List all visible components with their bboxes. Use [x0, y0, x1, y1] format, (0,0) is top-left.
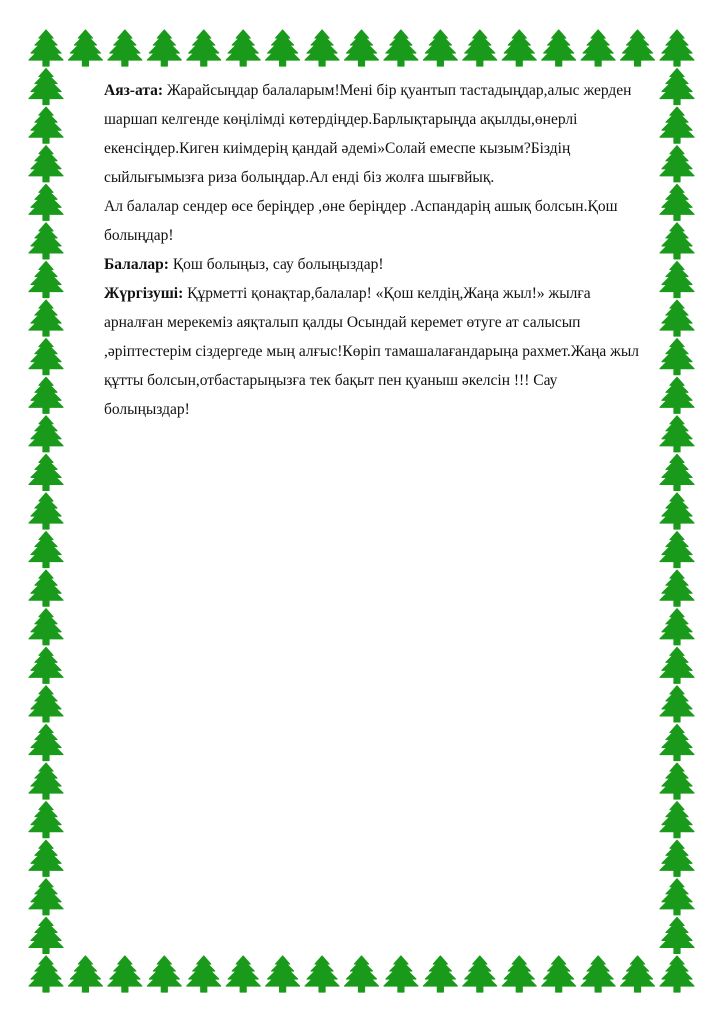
christmas-tree-icon	[29, 262, 63, 298]
christmas-tree-icon	[463, 956, 497, 992]
christmas-tree-icon	[29, 339, 63, 375]
line: ,әріптестерім сіздергеде мың алғыс!Көріп тамашалағандарыңа рахмет.Жаңа жыл	[104, 343, 640, 360]
line: сыйлығымызға риза болыңдар.Ал енді біз жолға шығвйық.	[104, 169, 495, 186]
christmas-tree-icon	[621, 956, 655, 992]
christmas-tree-icon	[226, 956, 260, 992]
christmas-tree-icon	[29, 609, 63, 645]
christmas-tree-icon	[502, 30, 536, 66]
christmas-tree-icon	[29, 69, 63, 105]
christmas-tree-icon	[660, 647, 694, 683]
christmas-tree-icon	[29, 570, 63, 606]
christmas-tree-icon	[108, 956, 142, 992]
christmas-tree-icon	[29, 647, 63, 683]
christmas-tree-icon	[29, 686, 63, 722]
christmas-tree-icon	[305, 956, 339, 992]
christmas-tree-icon	[226, 30, 260, 66]
christmas-tree-icon	[345, 30, 379, 66]
christmas-tree-icon	[423, 30, 457, 66]
christmas-tree-icon	[542, 956, 576, 992]
christmas-tree-icon	[29, 416, 63, 452]
christmas-tree-icon	[187, 956, 221, 992]
paragraph-host	[104, 279, 684, 424]
christmas-tree-icon	[29, 532, 63, 568]
christmas-tree-icon	[502, 956, 536, 992]
christmas-tree-icon	[29, 763, 63, 799]
speaker-label: Жүргізуші:	[104, 285, 184, 302]
paragraph-children	[104, 250, 684, 279]
christmas-tree-icon	[29, 725, 63, 761]
christmas-tree-icon	[345, 956, 379, 992]
speaker-label: Балалар:	[104, 256, 169, 273]
christmas-tree-icon	[660, 802, 694, 838]
christmas-tree-icon	[29, 377, 63, 413]
christmas-tree-icon	[29, 956, 63, 992]
christmas-tree-icon	[68, 956, 102, 992]
line: құтты болсын,отбастарыңызға тек бақыт пен қуаныш әкелсін !!! Сау	[104, 372, 558, 389]
christmas-tree-icon	[542, 30, 576, 66]
christmas-tree-icon	[29, 493, 63, 529]
christmas-tree-icon	[423, 956, 457, 992]
christmas-tree-icon	[660, 609, 694, 645]
line: арналған мерекеміз аяқталып қалды Осындай керемет өтуге ат салысып	[104, 314, 581, 331]
christmas-tree-icon	[581, 30, 615, 66]
christmas-tree-icon	[660, 493, 694, 529]
christmas-tree-icon	[29, 223, 63, 259]
line: Жарайсыңдар балаларым!Мені бір қуантып тастадыңдар,алыс жерден	[166, 82, 632, 99]
christmas-tree-icon	[660, 840, 694, 876]
christmas-tree-icon	[266, 956, 300, 992]
christmas-tree-icon	[29, 454, 63, 490]
christmas-tree-icon	[660, 879, 694, 915]
christmas-tree-icon	[29, 30, 63, 66]
christmas-tree-icon	[660, 917, 694, 953]
christmas-tree-icon	[660, 686, 694, 722]
christmas-tree-icon	[108, 30, 142, 66]
line: Құрметті қонақтар,балалар! «Қош келдің,Жаңа жыл!» жылға	[187, 285, 591, 302]
christmas-tree-icon	[660, 532, 694, 568]
christmas-tree-icon	[384, 956, 418, 992]
line: шаршап келгенде көңілімді көтердіңдер.Барлықтарыңда ақылды,өнерлі	[104, 111, 578, 128]
christmas-tree-icon	[384, 30, 418, 66]
christmas-tree-icon	[463, 30, 497, 66]
line: екенсіңдер.Киген киімдерің қандай әдемі»Солай емеспе кызым?Біздің	[104, 140, 571, 157]
christmas-tree-icon	[660, 725, 694, 761]
christmas-tree-icon	[660, 454, 694, 490]
christmas-tree-icon	[29, 879, 63, 915]
christmas-tree-icon	[660, 956, 694, 992]
christmas-tree-icon	[660, 570, 694, 606]
christmas-tree-icon	[187, 30, 221, 66]
christmas-tree-icon	[68, 30, 102, 66]
christmas-tree-icon	[29, 146, 63, 182]
christmas-tree-icon	[581, 956, 615, 992]
paragraph-farewell	[104, 192, 684, 250]
document-body	[104, 76, 684, 424]
christmas-tree-icon	[29, 840, 63, 876]
christmas-tree-icon	[29, 802, 63, 838]
christmas-tree-icon	[305, 30, 339, 66]
christmas-tree-icon	[29, 184, 63, 220]
line: болыңыздар!	[104, 401, 190, 418]
line: Қош болыңыз, сау болыңыздар!	[172, 256, 384, 273]
christmas-tree-icon	[660, 30, 694, 66]
christmas-tree-icon	[29, 917, 63, 953]
speaker-label: Аяз-ата:	[104, 82, 164, 99]
christmas-tree-icon	[147, 956, 181, 992]
christmas-tree-icon	[29, 107, 63, 143]
christmas-tree-icon	[266, 30, 300, 66]
christmas-tree-icon	[621, 30, 655, 66]
christmas-tree-icon	[29, 300, 63, 336]
christmas-tree-icon	[660, 763, 694, 799]
line: Ал балалар сендер өсе беріңдер ,өне беріңдер .Аспандарің ашық болсын.Қош	[104, 198, 618, 215]
christmas-tree-icon	[147, 30, 181, 66]
line: болыңдар!	[104, 227, 174, 244]
paragraph-ayaz-ata	[104, 76, 684, 192]
